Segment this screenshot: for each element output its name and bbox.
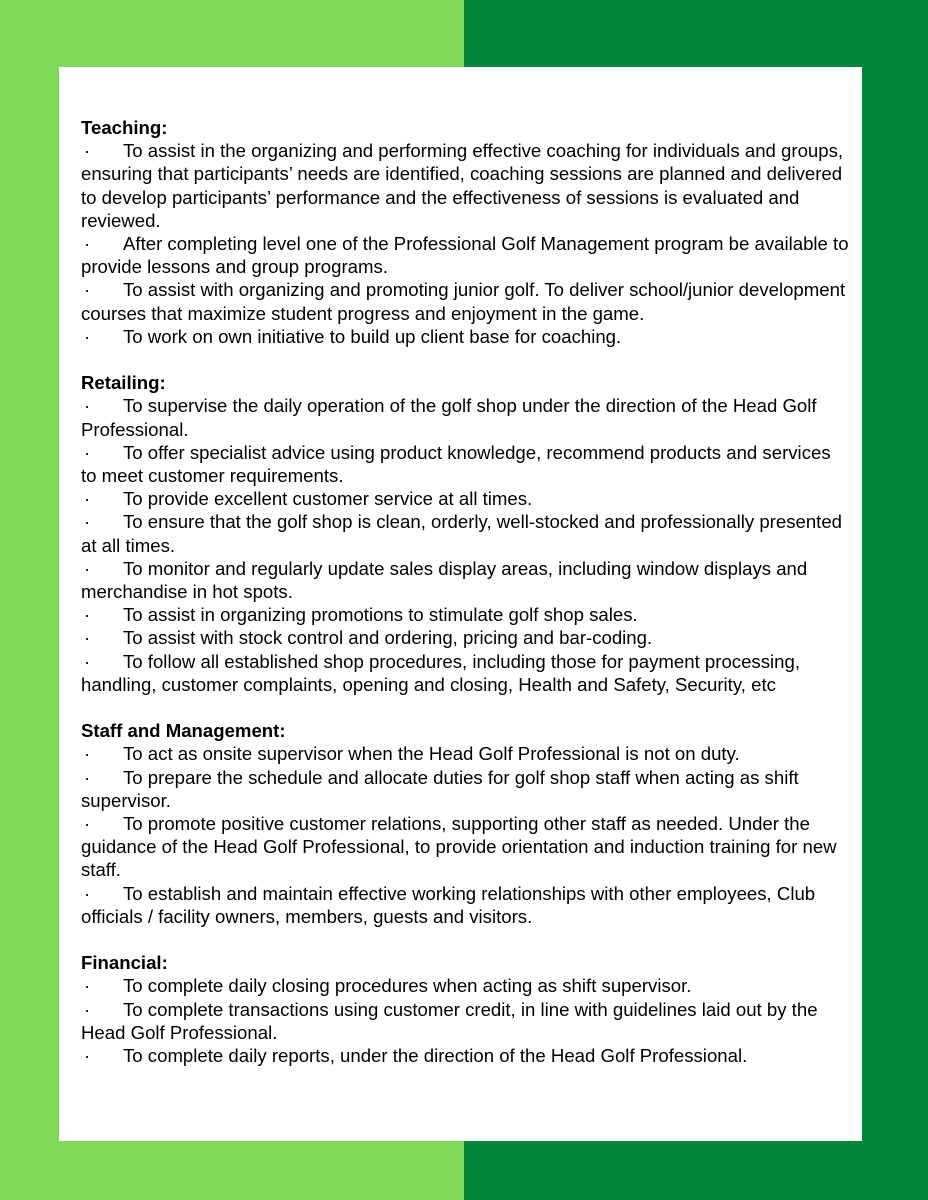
list-item-text: To complete transactions using customer credit, in line with guidelines laid out by the Head Golf Professional. [81,998,818,1043]
bullet-icon: · [84,279,91,301]
list-item [81,278,851,324]
list-item-text: To complete daily closing procedures when acting as shift supervisor. [123,975,692,997]
bullet-icon: · [84,325,91,347]
bullet-icon: · [84,743,91,765]
bullet-icon: · [84,395,91,417]
bullet-icon: · [84,998,91,1020]
list-item [81,650,851,696]
list-item [81,882,851,928]
list-item-text: To follow all established shop procedures, including those for payment processing, handling, customer complaints, opening and closing, Health and Safety, Security, etc [81,650,800,695]
bullet-icon: · [84,557,91,579]
bullet-icon: · [84,488,91,510]
list-item [81,742,851,765]
section-heading: Financial: [81,952,168,974]
list-item-text: After completing level one of the Professional Golf Management program be available to provide lessons and group programs. [81,233,849,278]
list-item-text: To complete daily reports, under the direction of the Head Golf Professional. [123,1045,748,1067]
bullet-icon: · [84,627,91,649]
bullet-icon: · [84,511,91,533]
list-item [81,510,851,556]
bullet-icon: · [84,975,91,997]
bullet-icon: · [84,882,91,904]
list-item-text: To assist with organizing and promoting junior golf. To deliver school/junior development courses that maximize student progress and enjoyment in the game. [81,279,846,324]
list-item [81,394,851,440]
list-item [81,325,851,348]
document-card [59,67,862,1141]
list-item [81,626,851,649]
list-item-text: To supervise the daily operation of the golf shop under the direction of the Head Golf Professional. [81,395,817,440]
list-item-text: To promote positive customer relations, supporting other staff as needed. Under the guidance of the Head Golf Professional, to provide orientation and induction training for new staff. [81,813,837,881]
section-financial [81,951,851,1067]
section-retailing [81,371,851,696]
list-item-text: To offer specialist advice using product knowledge, recommend products and services to meet customer requirements. [81,441,831,487]
list-item [81,766,851,812]
bullet-icon: · [84,140,91,162]
list-item-text: To establish and maintain effective working relationships with other employees, Club officials / facility owners, members, guests and visitors. [81,882,816,927]
list-item [81,998,851,1044]
list-item [81,232,851,278]
list-item [81,487,851,510]
section-staff-and-management [81,719,851,928]
section-heading: Retailing: [81,372,166,394]
list-item-text: To assist in the organizing and performing effective coaching for individuals and groups, ensuring that participants’ needs are identified, coaching sessions are planned and delivered to develop participants’ performance and the effectiveness of sessions is evaluated and reviewed. [81,140,844,231]
list-item [81,557,851,603]
section-heading: Teaching: [81,117,168,138]
list-item-text: To act as onsite supervisor when the Head Golf Professional is not on duty. [123,743,740,765]
list-item [81,441,851,487]
list-item-text: To ensure that the golf shop is clean, orderly, well-stocked and professionally presented at all times. [81,511,843,556]
list-item-text: To provide excellent customer service at all times. [123,488,533,510]
list-item-text: To work on own initiative to build up client base for coaching. [123,325,622,347]
bullet-icon: · [84,650,91,672]
section-heading: Staff and Management: [81,720,286,742]
list-item-text: To assist in organizing promotions to stimulate golf shop sales. [123,604,638,626]
bullet-icon: · [84,604,91,626]
list-item [81,974,851,997]
list-item [81,1044,851,1067]
list-item [81,139,851,232]
list-item [81,603,851,626]
section-teaching [81,116,851,348]
list-item-text: To assist with stock control and ordering, pricing and bar-coding. [123,627,653,649]
bullet-icon: · [84,233,91,255]
bullet-icon: · [84,766,91,788]
list-item-text: To monitor and regularly update sales display areas, including window displays and merchandise in hot spots. [81,557,808,603]
bullet-icon: · [84,441,91,463]
bullet-icon: · [84,813,91,835]
document-content [81,116,851,1090]
list-item-text: To prepare the schedule and allocate duties for golf shop staff when acting as shift supervisor. [81,766,799,811]
list-item [81,812,851,882]
bullet-icon: · [84,1045,91,1067]
